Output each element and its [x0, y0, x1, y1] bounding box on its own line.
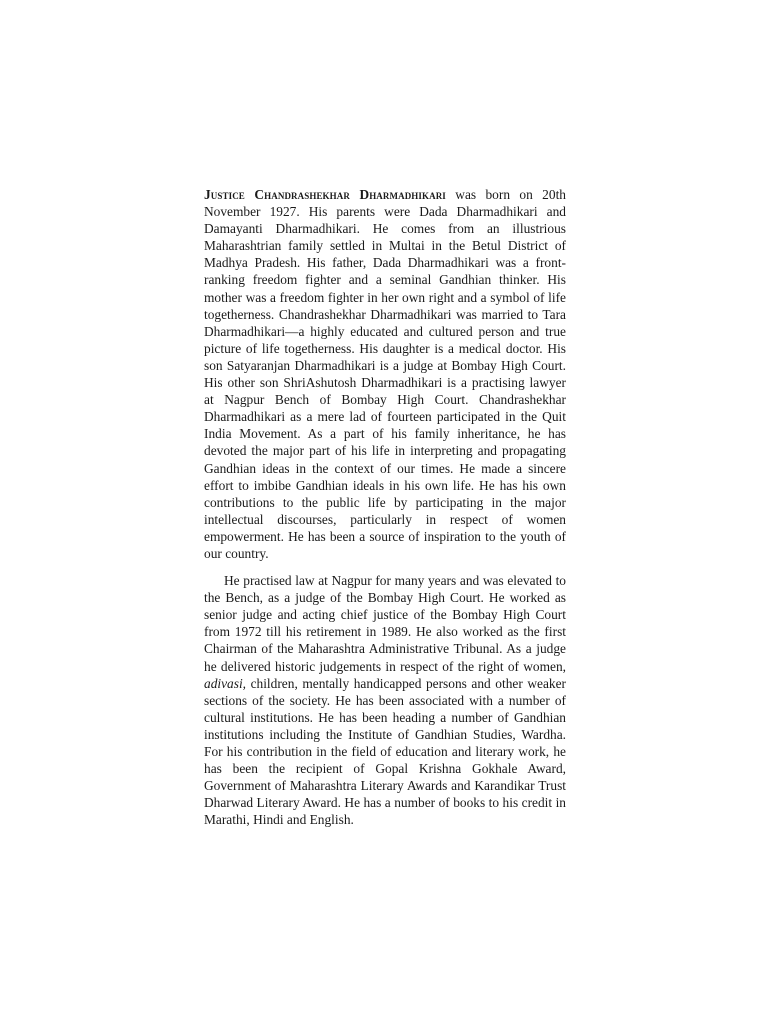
subject-name: Justice Chandrashekhar Dharmadhikari: [204, 187, 446, 202]
paragraph-2: [204, 572, 566, 828]
paragraph-2-text-after: children, mentally handicapped persons and other weaker sections of the society. He has been associated with a number of cultural institutions. He has been heading a number of Gandhian institutions including the Institute of Gandhian Studies, Wardha. For his contribution in the field of education and literary work, he has been the recipient of Gopal Krishna Gokhale Award, Government of Maharashtra Literary Awards and Karandikar Trust Dharwad Literary Award. He has a number of books to his credit in Marathi, Hindi and English.: [204, 675, 566, 828]
paragraph-2-text-before: He practised law at Nagpur for many years and was elevated to the Bench, as a judge of the Bombay High Court. He worked as senior judge and acting chief justice of the Bombay High Court from 1972 till his retirement in 1989. He also worked as the first Chairman of the Maharashtra Administrative Tribunal. As a judge he delivered historic judgements in respect of the right of women,: [204, 573, 566, 674]
biography-text: [204, 186, 566, 828]
paragraph-1-text: was born on 20th November 1927. His parents were Dada Dharmadhikari and Damayanti Dharmadhikari. He comes from an illustrious Maharashtrian family settled in Multai in the Betul District of Madhya Pradesh. His father, Dada Dharmadhikari was a front-ranking freedom fighter and a seminal Gandhian thinker. His mother was a freedom fighter in her own right and a symbol of life togetherness. Chandrashekhar Dharmadhikari was married to Tara Dharmadhikari—a highly educated and cultured person and true picture of life togetherness. His daughter is a medical doctor. His son Satyaranjan Dharmadhikari is a judge at Bombay High Court. His other son ShriAshutosh Dharmadhikari is a practising lawyer at Nagpur Bench of Bombay High Court. Chandrashekhar Dharmadhikari as a mere lad of fourteen participated in the Quit India Movement. As a part of his family inheritance, he has devoted the major part of his life in interpreting and propagating Gandhian ideas in the context of our times. He made a sincere effort to imbibe Gandhian ideals in his own life. He has his own contributions to the public life by participating in the major intellectual discourses, particularly in respect of women empowerment. He has been a source of inspiration to the youth of our country.: [204, 187, 566, 561]
paragraph-1: [204, 186, 566, 562]
paragraph-2-italic-term: adivasi,: [204, 675, 247, 691]
